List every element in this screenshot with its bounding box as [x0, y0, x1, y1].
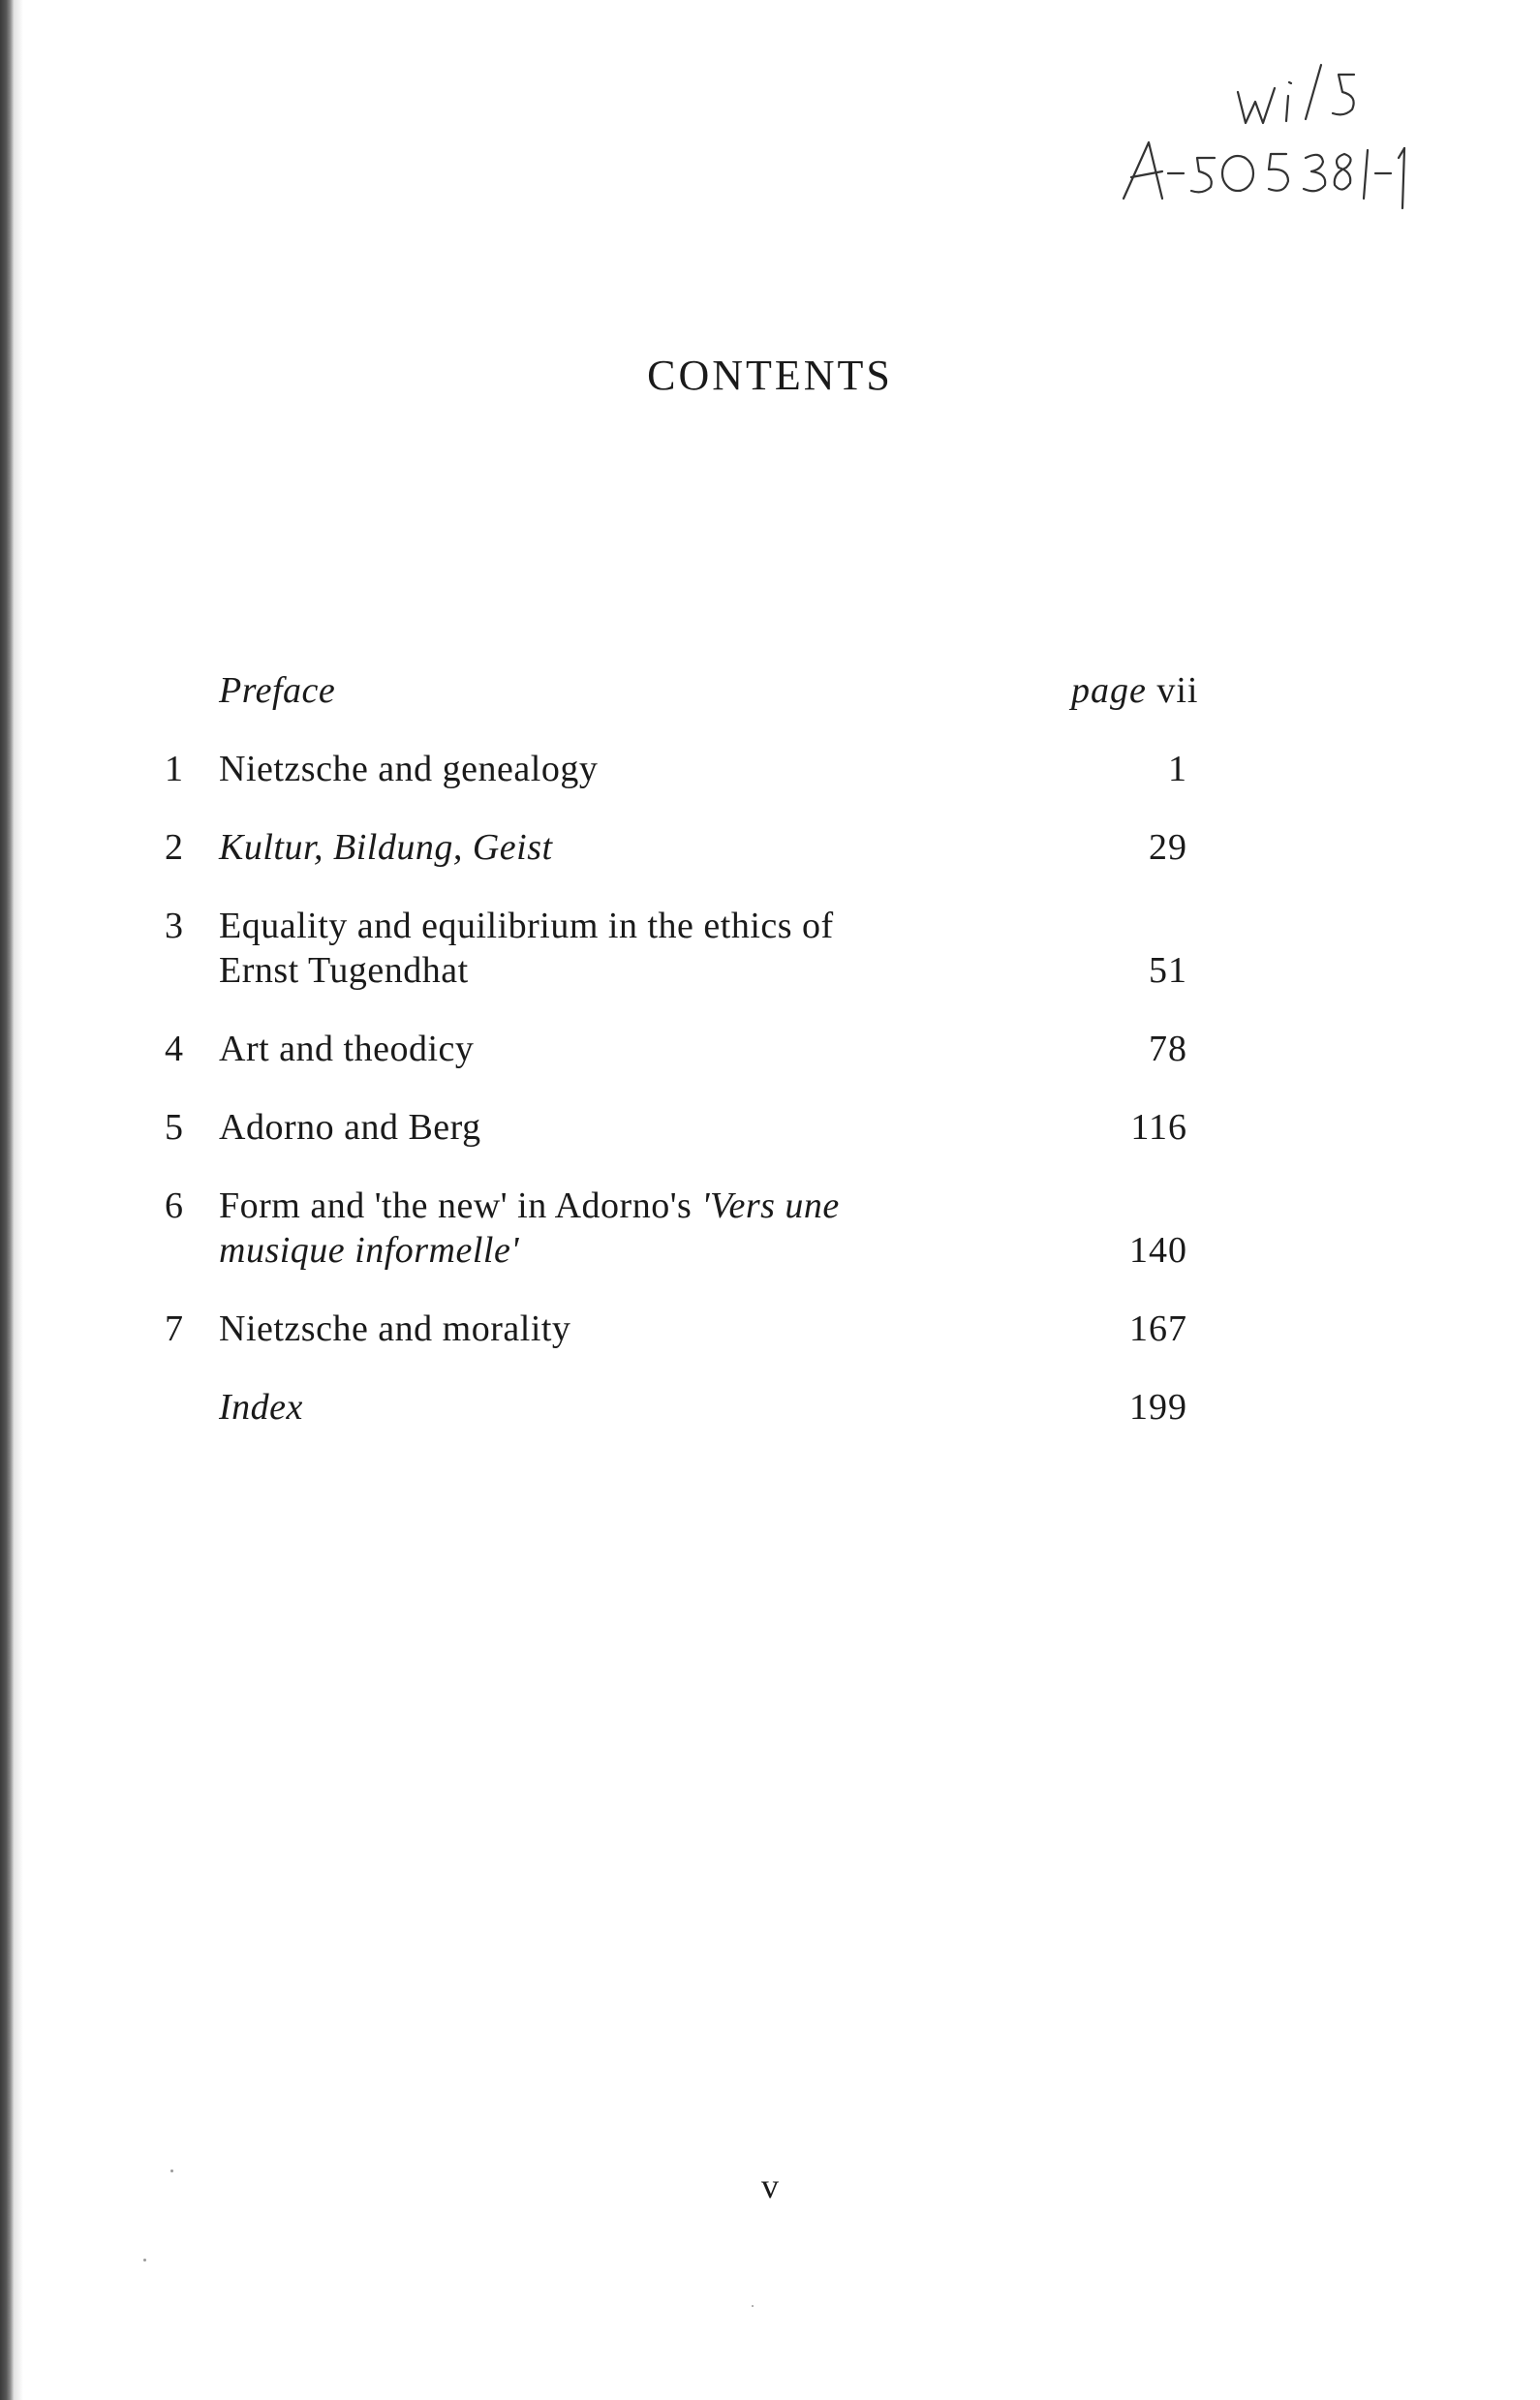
toc-entry-title-line: Preface	[219, 670, 336, 711]
toc-entry-page: 116	[1130, 1107, 1187, 1148]
toc-entry-title	[219, 668, 1071, 713]
toc-entry-3	[165, 904, 1308, 993]
toc-page-prefix: page	[1071, 670, 1147, 711]
toc-entry-title-line: Ernst Tugendhat	[219, 950, 469, 991]
toc-title-italic-part: 'Vers une	[701, 1185, 840, 1226]
toc-entry-title	[219, 1184, 1071, 1273]
toc-entry-title	[219, 904, 1071, 993]
toc-entry-title-line: Kultur, Bildung, Geist	[219, 827, 553, 868]
toc-entry-page: 167	[1129, 1308, 1187, 1349]
toc-entry-number: 4	[165, 1029, 183, 1069]
toc-page-number: vii	[1156, 670, 1199, 711]
scan-speck	[752, 2305, 754, 2307]
toc-entry-title-line: Adorno and Berg	[219, 1107, 481, 1148]
scan-speck	[170, 2169, 173, 2172]
toc-entry-1	[165, 747, 1308, 791]
toc-entry-page	[1071, 668, 1199, 713]
toc-entry-preface	[165, 668, 1308, 713]
handwritten-note-drawing	[1114, 53, 1530, 228]
toc-entry-title	[219, 747, 1071, 791]
toc-entry-title-line: Nietzsche and genealogy	[219, 749, 599, 789]
scan-speck	[143, 2259, 146, 2262]
toc-entry-title	[219, 1027, 1071, 1071]
toc-entry-index	[165, 1385, 1308, 1430]
toc-entry-page: 29	[1149, 827, 1187, 868]
toc-entry-title-line: Art and theodicy	[219, 1029, 475, 1069]
toc-entry-page: 140	[1129, 1230, 1187, 1271]
toc-entry-title-line: musique informelle'	[219, 1230, 519, 1271]
handwritten-note	[1114, 53, 1530, 228]
toc-entry-number: 5	[165, 1107, 183, 1148]
toc-entry-page: 51	[1149, 950, 1187, 991]
toc-entry-number: 1	[165, 749, 183, 789]
toc-entry-title-line: Index	[219, 1387, 303, 1428]
page-title: CONTENTS	[647, 352, 893, 399]
toc-entry-number: 7	[165, 1308, 183, 1349]
toc-entry-page: 1	[1168, 749, 1187, 789]
toc-entry-page: 78	[1149, 1029, 1187, 1069]
table-of-contents	[165, 668, 1308, 1463]
toc-entry-4	[165, 1027, 1308, 1071]
toc-entry-5	[165, 1105, 1308, 1150]
toc-entry-number: 3	[165, 906, 183, 946]
toc-title-roman-part: Form and 'the new' in Adorno's	[219, 1185, 702, 1226]
toc-entry-2	[165, 825, 1308, 870]
toc-entry-title	[219, 1105, 1071, 1150]
toc-entry-title	[219, 825, 1071, 870]
toc-entry-title-line: Nietzsche and morality	[219, 1308, 571, 1349]
toc-entry-title-line	[219, 1184, 1071, 1228]
toc-entry-7	[165, 1307, 1308, 1351]
toc-entry-6	[165, 1184, 1308, 1273]
toc-entry-page: 199	[1129, 1387, 1187, 1428]
toc-entry-title	[219, 1307, 1071, 1351]
toc-entry-number: 6	[165, 1185, 183, 1226]
page-number: v	[761, 2167, 779, 2205]
toc-entry-number: 2	[165, 827, 183, 868]
toc-entry-title	[219, 1385, 1071, 1430]
toc-entry-title-line: Equality and equilibrium in the ethics of	[219, 906, 834, 946]
